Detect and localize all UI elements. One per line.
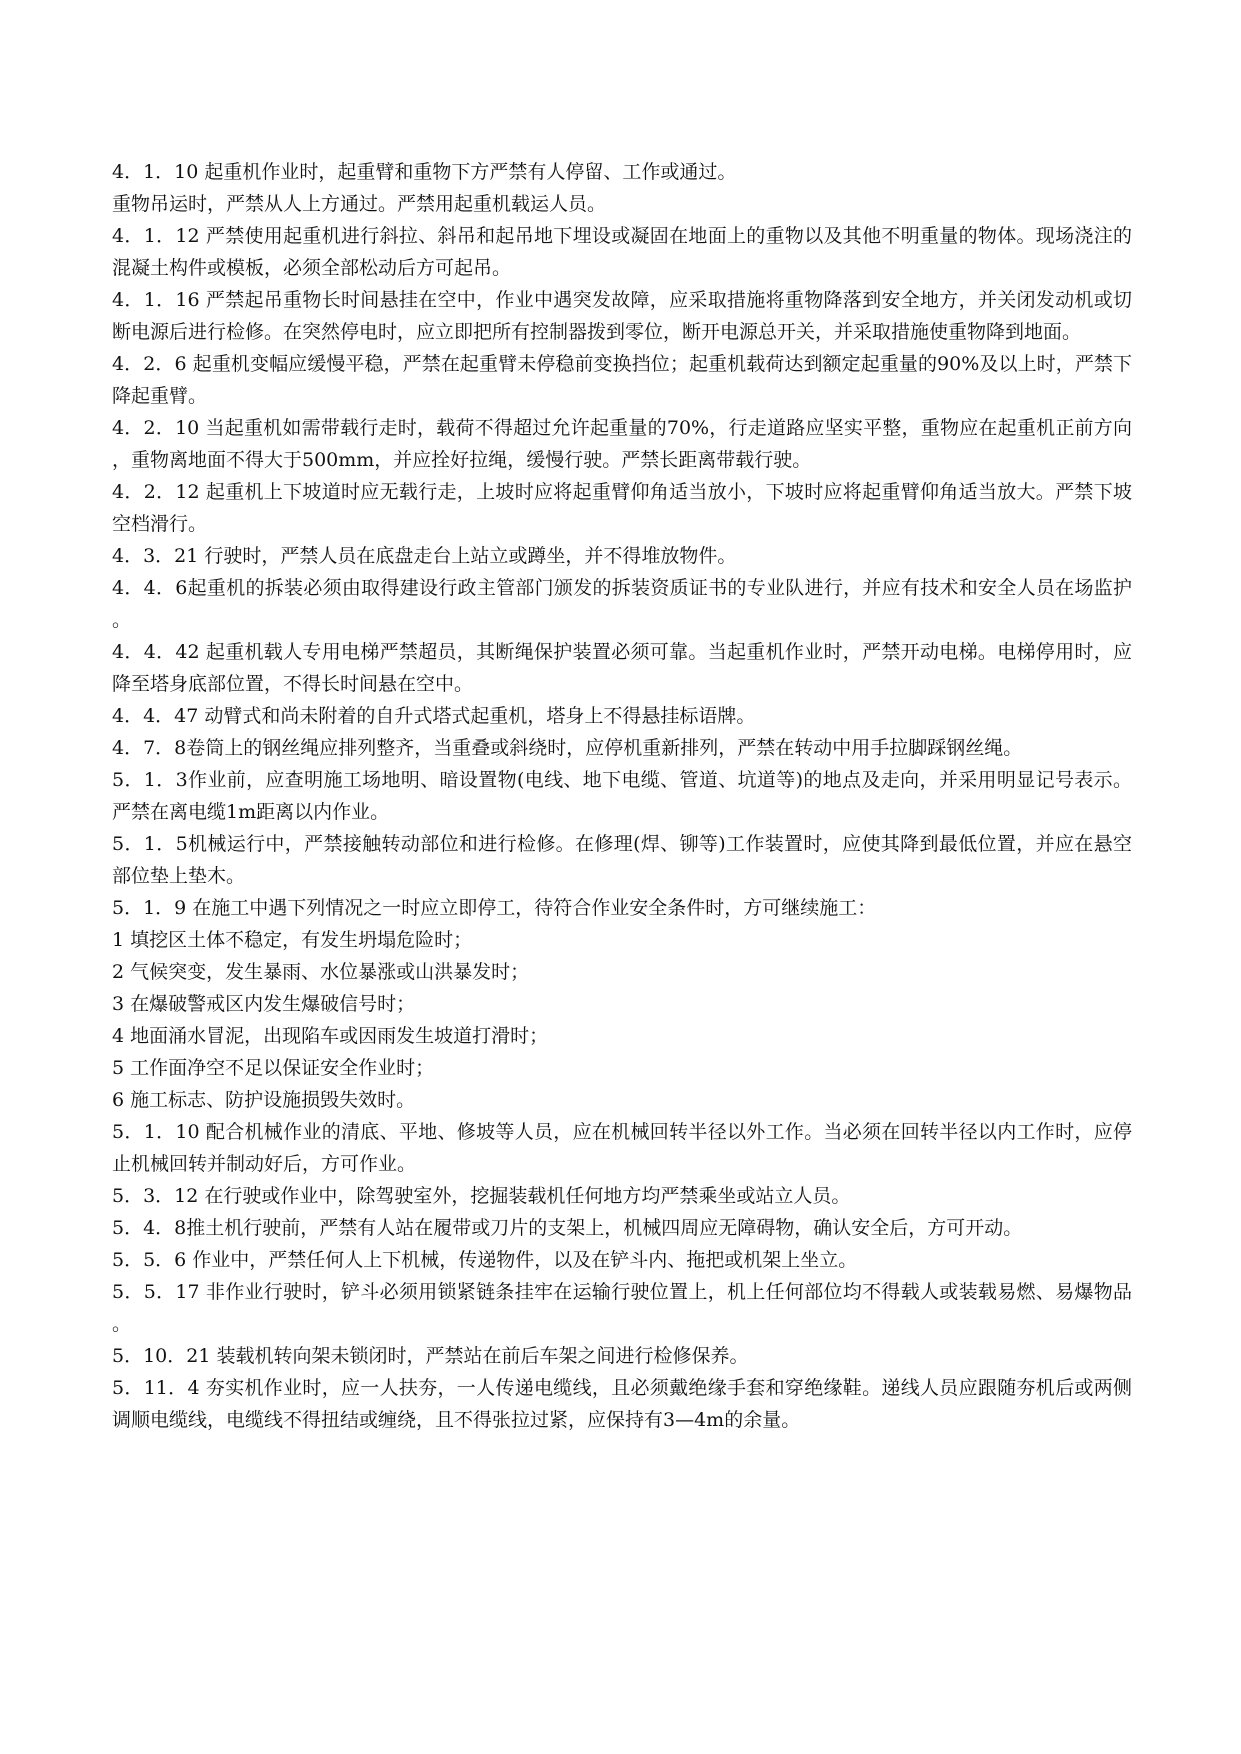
paragraph-5-10-21: 5．10．21 装载机转向架未锁闭时，严禁站在前后车架之间进行检修保养。 <box>112 1345 749 1367</box>
list-item-3: 3 在爆破警戒区内发生爆破信号时； <box>112 993 416 1015</box>
list-item-2: 2 气候突变，发生暴雨、水位暴涨或山洪暴发时； <box>112 961 530 983</box>
paragraph-4-2-6: 4．2．6 起重机变幅应缓慢平稳，严禁在起重臂未停稳前变换挡位；起重机载荷达到额定起重量的90%及以上时，严禁下降起重臂。 <box>112 353 1132 407</box>
list-item-6: 6 施工标志、防护设施损毁失效时。 <box>112 1089 416 1111</box>
paragraph-4-2-10: 4．2．10 当起重机如需带载行走时，载荷不得超过允许起重量的70%，行走道路应坚实平整，重物应在起重机正前方向，重物离地面不得大于500mm，并应拴好拉绳，缓慢行驶。严禁长距离带载行驶。 <box>112 417 1132 471</box>
paragraph-4-4-6: 4．4．6起重机的拆装必须由取得建设行政主管部门颁发的拆装资质证书的专业队进行，并应有技术和安全人员在场监护。 <box>112 577 1132 631</box>
paragraph-4-2-12: 4．2．12 起重机上下坡道时应无载行走，上坡时应将起重臂仰角适当放小，下坡时应将起重臂仰角适当放大。严禁下坡空档滑行。 <box>112 481 1132 535</box>
paragraph-5-11-4: 5．11．4 夯实机作业时，应一人扶夯，一人传递电缆线，且必须戴绝缘手套和穿绝缘鞋。递线人员应跟随夯机后或两侧调顺电缆线，电缆线不得扭结或缠绕，且不得张拉过紧，应保持有3—4m的余量。 <box>112 1377 1132 1431</box>
paragraph-4-1-16: 4．1．16 严禁起吊重物长时间悬挂在空中，作业中遇突发故障，应采取措施将重物降落到安全地方，并关闭发动机或切断电源后进行检修。在突然停电时，应立即把所有控制器拨到零位，断开电源总开关，并采取措施使重物降到地面。 <box>112 289 1132 343</box>
paragraph-4-4-42: 4．4．42 起重机载人专用电梯严禁超员，其断绳保护装置必须可靠。当起重机作业时，严禁开动电梯。电梯停用时，应降至塔身底部位置，不得长时间悬在空中。 <box>112 641 1132 695</box>
paragraph-4-3-21: 4．3．21 行驶时，严禁人员在底盘走台上站立或蹲坐，并不得堆放物件。 <box>112 545 737 567</box>
paragraph-5-1-3: 5．1．3作业前，应查明施工场地明、暗设置物(电线、地下电缆、管道、坑道等)的地点及走向，并采用明显记号表示。严禁在离电缆1m距离以内作业。 <box>112 769 1132 823</box>
paragraph-5-4-8: 5．4．8推土机行驶前，严禁有人站在履带或刀片的支架上，机械四周应无障碍物，确认安全后，方可开动。 <box>112 1217 1023 1239</box>
paragraph-4-1-12: 4．1．12 严禁使用起重机进行斜拉、斜吊和起吊地下埋设或凝固在地面上的重物以及其他不明重量的物体。现场浇注的混凝土构件或模板，必须全部松动后方可起吊。 <box>112 225 1132 279</box>
paragraph-5-5-17: 5．5．17 非作业行驶时，铲斗必须用锁紧链条挂牢在运输行驶位置上，机上任何部位均不得载人或装载易燃、易爆物品。 <box>112 1281 1132 1335</box>
paragraph-5-1-9: 5．1．9 在施工中遇下列情况之一时应立即停工，待符合作业安全条件时，方可继续施工： <box>112 897 877 919</box>
paragraph-4-1-10: 4．1．10 起重机作业时，起重臂和重物下方严禁有人停留、工作或通过。 <box>112 161 737 183</box>
list-item-4: 4 地面涌水冒泥，出现陷车或因雨发生坡道打滑时； <box>112 1025 549 1047</box>
list-item-1: 1 填挖区土体不稳定，有发生坍塌危险时； <box>112 929 473 951</box>
paragraph-4-7-8: 4．7．8卷筒上的钢丝绳应排列整齐，当重叠或斜绕时，应停机重新排列，严禁在转动中用手拉脚踩钢丝绳。 <box>112 737 1023 759</box>
paragraph-4-4-47: 4．4．47 动臂式和尚未附着的自升式塔式起重机，塔身上不得悬挂标语牌。 <box>112 705 756 727</box>
list-item-5: 5 工作面净空不足以保证安全作业时； <box>112 1057 435 1079</box>
paragraph-lifting-over-people: 重物吊运时，严禁从人上方通过。严禁用起重机载运人员。 <box>112 193 607 215</box>
paragraph-5-1-10: 5．1．10 配合机械作业的清底、平地、修坡等人员，应在机械回转半径以外工作。当必须在回转半径以内工作时，应停止机械回转并制动好后，方可作业。 <box>112 1121 1132 1175</box>
document-page <box>112 156 1132 1436</box>
paragraph-5-1-5: 5．1．5机械运行中，严禁接触转动部位和进行检修。在修理(焊、铆等)工作装置时，应使其降到最低位置，并应在悬空部位垫上垫木。 <box>112 833 1132 887</box>
paragraph-5-5-6: 5．5．6 作业中，严禁任何人上下机械，传递物件，以及在铲斗内、拖把或机架上坐立。 <box>112 1249 858 1271</box>
paragraph-5-3-12: 5．3．12 在行驶或作业中，除驾驶室外，挖掘装载机任何地方均严禁乘坐或站立人员。 <box>112 1185 851 1207</box>
